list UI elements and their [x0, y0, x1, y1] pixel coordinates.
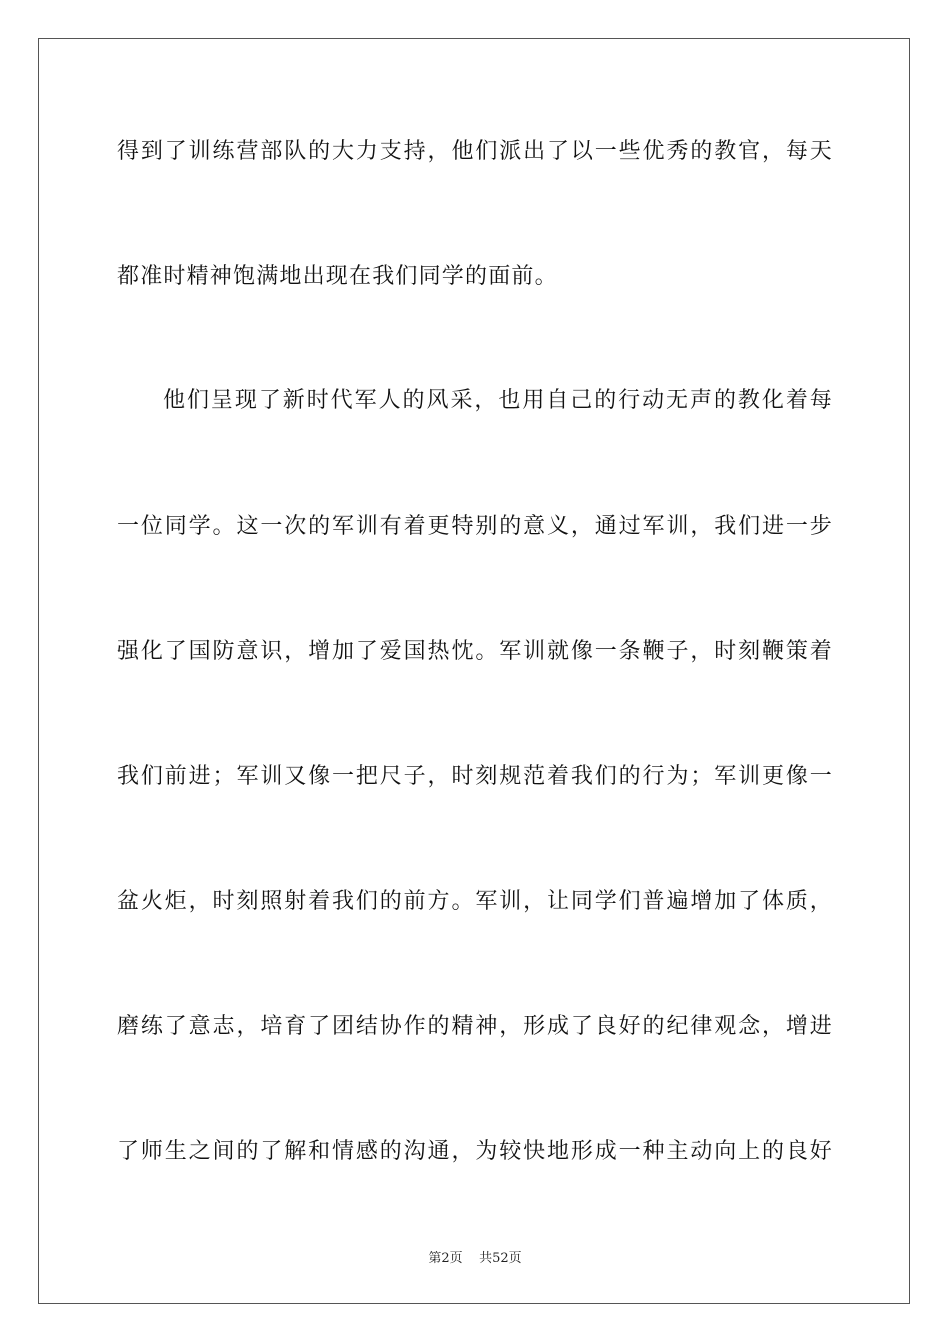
page-total: 共52页	[479, 1251, 522, 1266]
text-line: 他们呈现了新时代军人的风采，也用自己的行动无声的教化着每	[163, 388, 833, 413]
text-line: 一位同学。这一次的军训有着更特别的意义，通过军训，我们进一步	[117, 514, 833, 539]
text-line: 强化了国防意识，增加了爱国热忱。军训就像一条鞭子，时刻鞭策着	[117, 639, 833, 664]
page-number: 第2页	[428, 1251, 463, 1266]
page-border	[38, 38, 910, 1304]
text-line: 得到了训练营部队的大力支持，他们派出了以一些优秀的教官，每天	[117, 139, 833, 164]
text-line: 盆火炬，时刻照射着我们的前方。军训，让同学们普遍增加了体质，	[117, 889, 833, 914]
page-footer	[0, 1247, 950, 1266]
text-line: 我们前进；军训又像一把尺子，时刻规范着我们的行为；军训更像一	[117, 764, 833, 789]
text-line: 都准时精神饱满地出现在我们同学的面前。	[117, 264, 558, 289]
text-line: 了师生之间的了解和情感的沟通，为较快地形成一种主动向上的良好	[117, 1139, 833, 1164]
text-line: 磨练了意志，培育了团结协作的精神，形成了良好的纪律观念，增进	[117, 1014, 833, 1039]
